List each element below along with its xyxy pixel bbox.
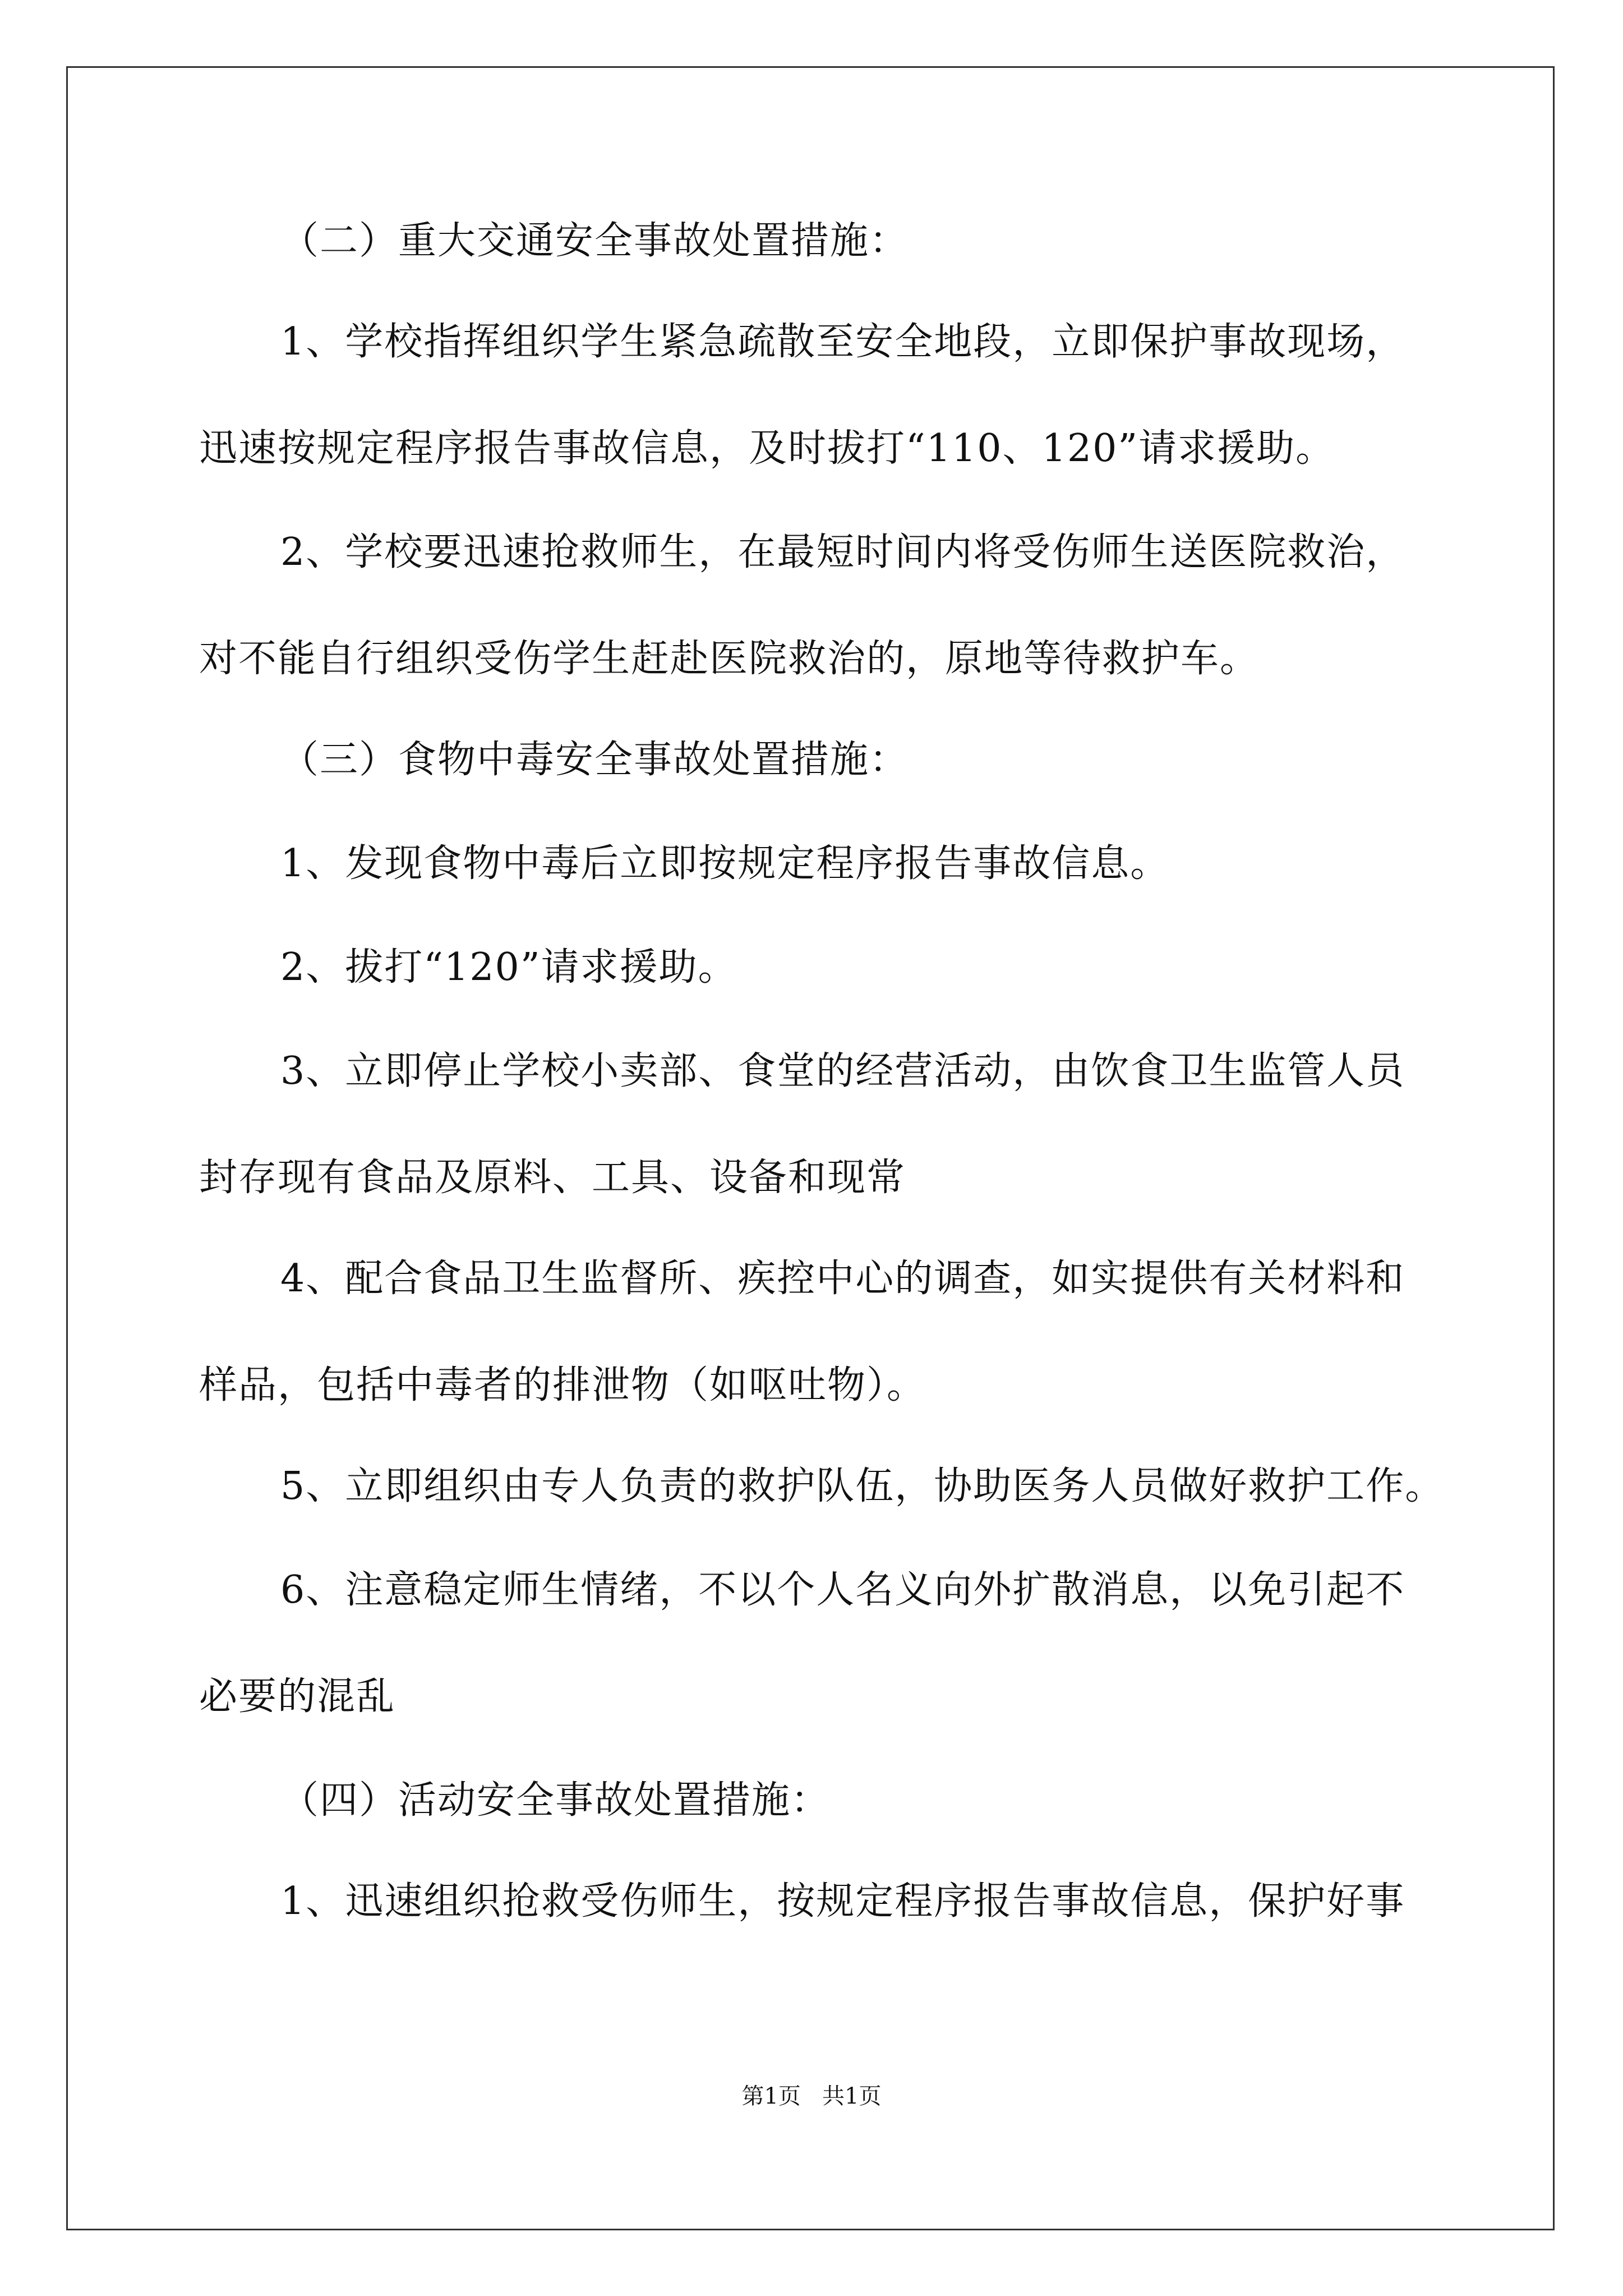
paragraph-line: 1、发现食物中毒后立即按规定程序报告事故信息。	[280, 841, 1170, 886]
paragraph-line: 1、迅速组织抢救受伤师生，按规定程序报告事故信息，保护好事	[280, 1879, 1405, 1924]
paragraph-line: 5、立即组织由专人负责的救护队伍，协助医务人员做好救护工作。	[280, 1464, 1445, 1508]
paragraph-line: 对不能自行组织受伤学生赶赴医院救治的，原地等待救护车。	[199, 637, 1260, 681]
page-number-footer: 第1页 共1页	[741, 2083, 882, 2109]
section-heading-activity: （四）活动安全事故处置措施：	[280, 1778, 831, 1823]
paragraph-line: 封存现有食品及原料、工具、设备和现常	[199, 1156, 906, 1200]
paragraph-line: 2、学校要迅速抢救师生，在最短时间内将受伤师生送医院救治，	[280, 530, 1405, 574]
paragraph-line: 4、配合食品卫生监督所、疾控中心的调查，如实提供有关材料和	[280, 1257, 1405, 1301]
paragraph-line: 6、注意稳定师生情绪，不以个人名义向外扩散消息，以免引起不	[280, 1568, 1405, 1612]
section-heading-food-poisoning: （三）食物中毒安全事故处置措施：	[280, 738, 909, 782]
paragraph-line: 1、学校指挥组织学生紧急疏散至安全地段，立即保护事故现场，	[280, 320, 1405, 364]
paragraph-line: 3、立即停止学校小卖部、食堂的经营活动，由饮食卫生监管人员	[280, 1049, 1405, 1093]
paragraph-line: 必要的混乱	[199, 1674, 396, 1719]
paragraph-line: 样品，包括中毒者的排泄物（如呕吐物）。	[199, 1363, 926, 1407]
section-heading-traffic: （二）重大交通安全事故处置措施：	[280, 219, 909, 263]
paragraph-line: 迅速按规定程序报告事故信息，及时拔打“110、120”请求援助。	[199, 426, 1335, 471]
paragraph-line: 2、拔打“120”请求援助。	[280, 945, 737, 990]
